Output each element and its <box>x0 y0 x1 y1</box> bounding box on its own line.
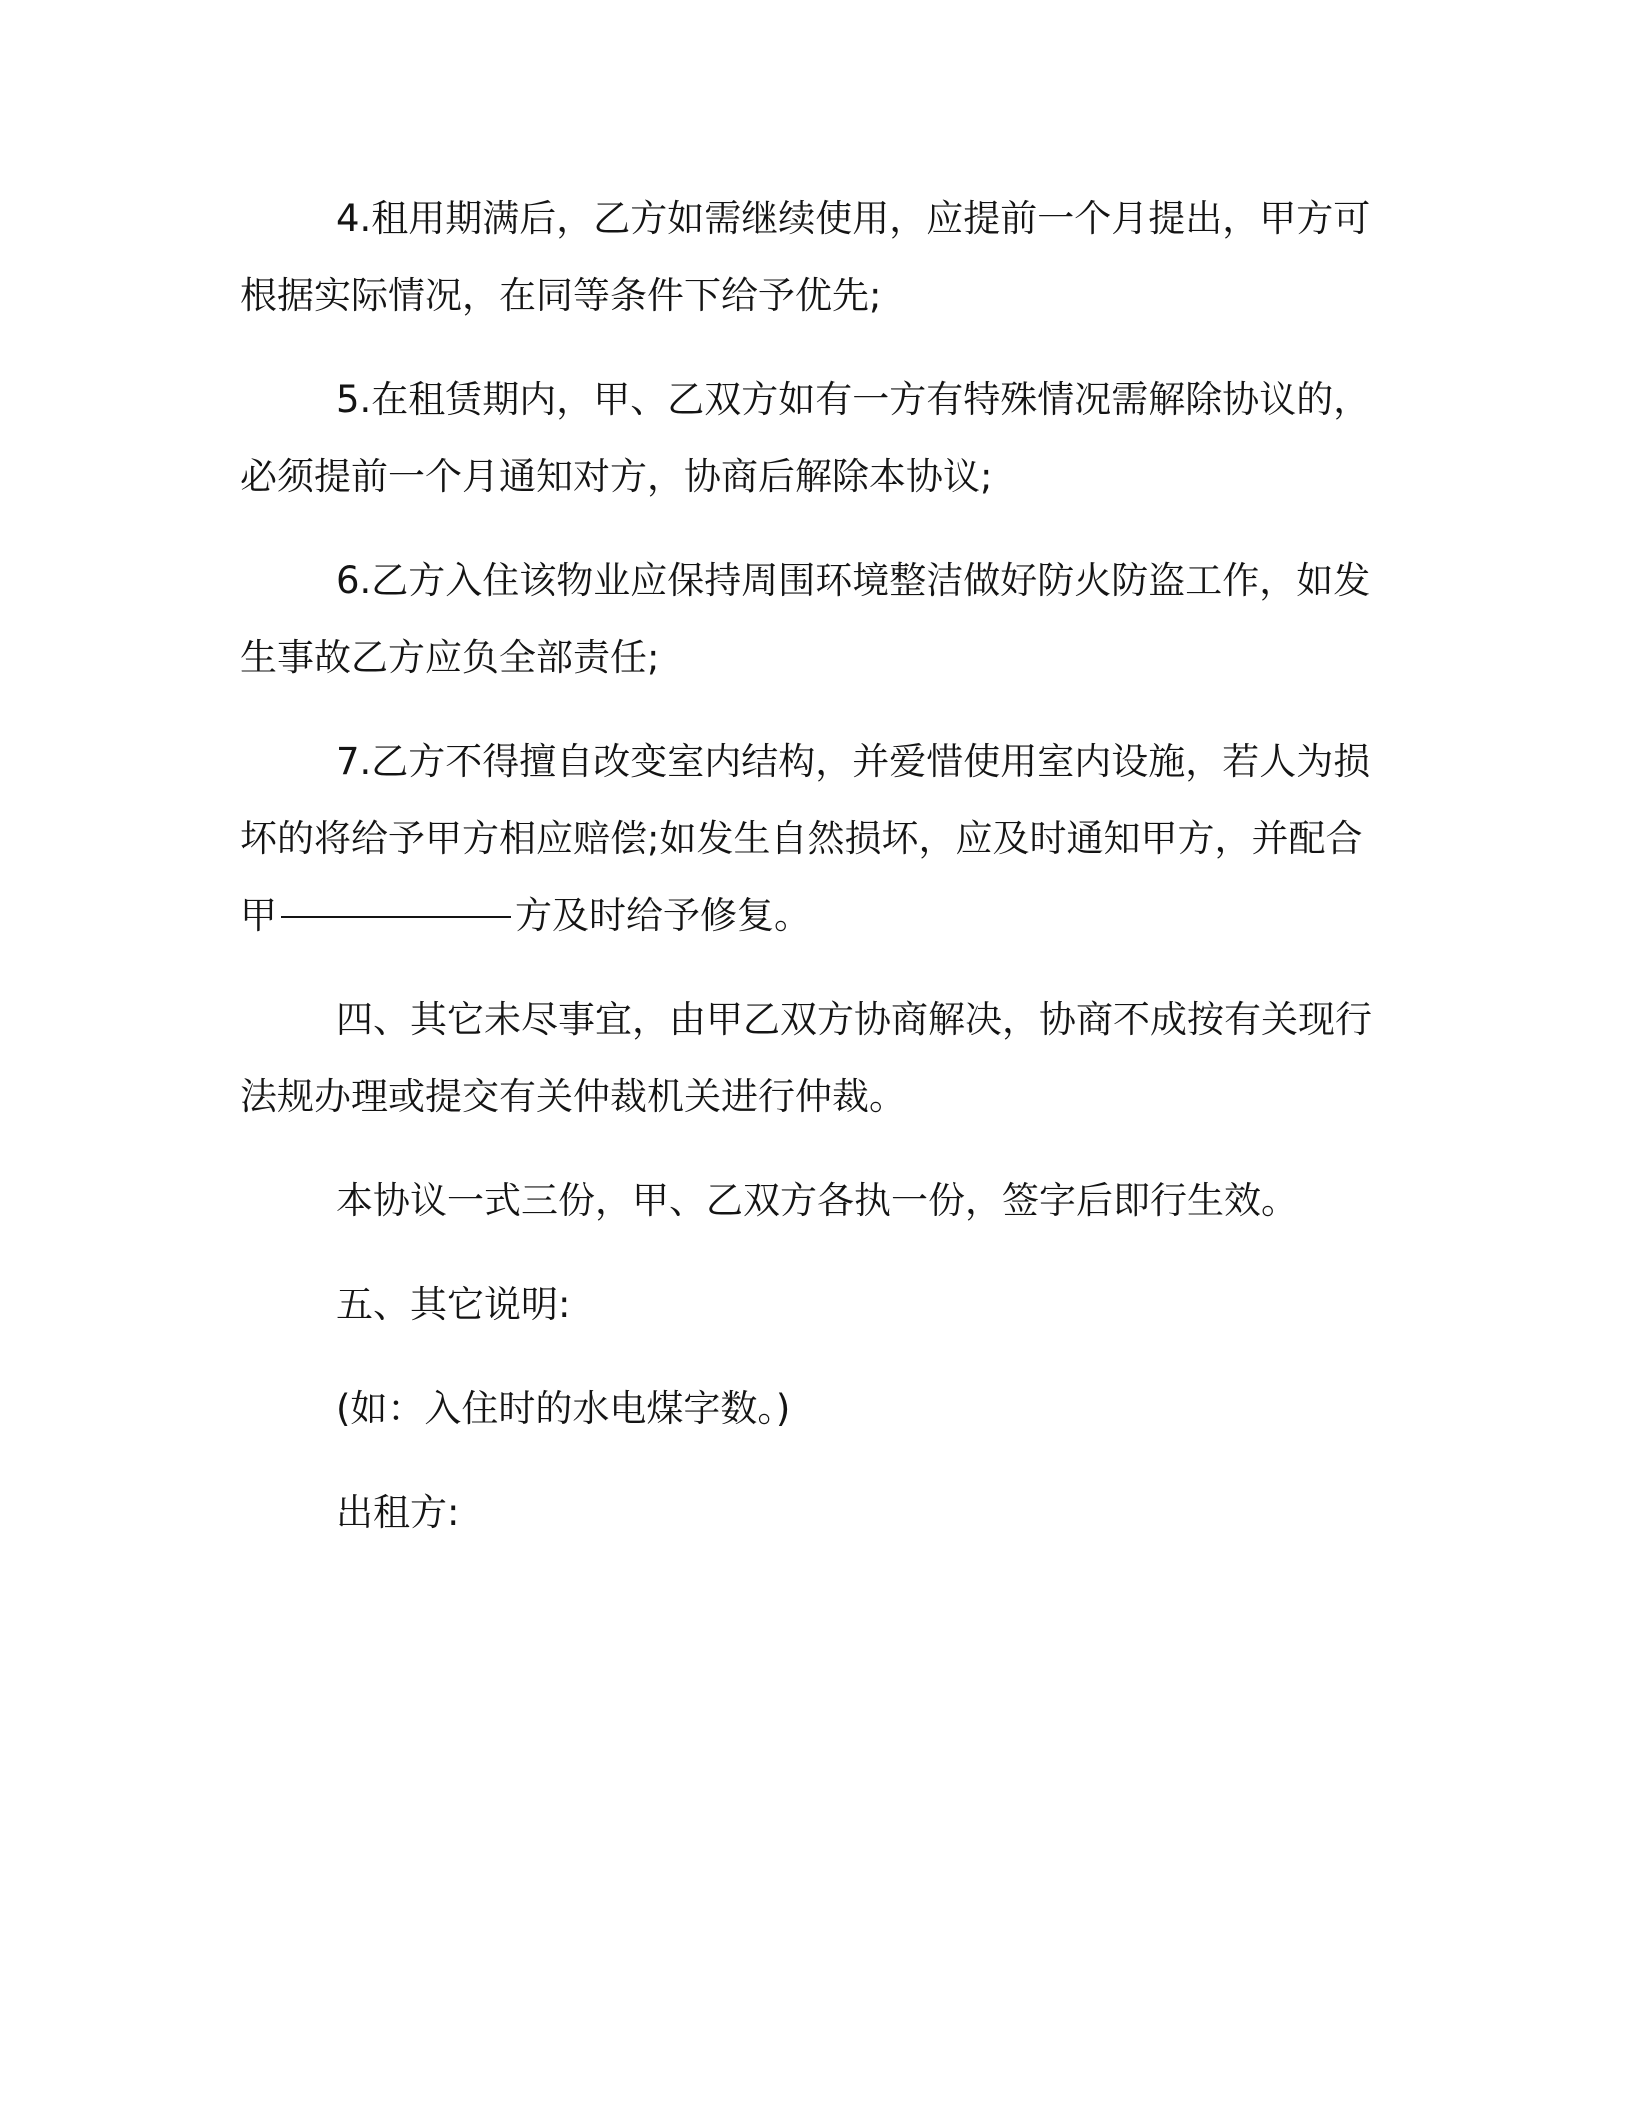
section-5-note: (如：入住时的水电煤字数。) <box>336 1387 791 1430</box>
fill-in-blank <box>281 915 511 918</box>
clause-6: 6.乙方入住该物业应保持周围环境整洁做好防火防盗工作，如发生事故乙方应负全部责任; <box>240 559 1371 679</box>
document-body <box>240 180 1380 1578</box>
section-4: 四、其它未尽事宜，由甲乙双方协商解决，协商不成按有关现行法规办理或提交有关仲裁机关进行仲裁。 <box>240 998 1372 1118</box>
clause-5: 5.在租赁期内，甲、乙双方如有一方有特殊情况需解除协议的，必须提前一个月通知对方，协商后解除本协议; <box>240 378 1371 498</box>
section-5-heading: 五、其它说明: <box>336 1283 571 1326</box>
lessor-label: 出租方: <box>336 1491 460 1534</box>
copies-statement: 本协议一式三份，甲、乙双方各执一份，签字后即行生效。 <box>336 1179 1298 1222</box>
clause-7-party: 甲 <box>240 894 277 937</box>
clause-7 <box>240 723 1380 954</box>
clause-7-tail: 方及时给予修复。 <box>515 894 811 937</box>
clause-4: 4.租用期满后，乙方如需继续使用，应提前一个月提出，甲方可根据实际情况，在同等条件下给予优先; <box>240 197 1371 317</box>
clause-7-text: 7.乙方不得擅自改变室内结构，并爱惜使用室内设施，若人为损坏的将给予甲方相应赔偿;如发生自然损坏，应及时通知甲方，并配合 <box>240 740 1371 860</box>
